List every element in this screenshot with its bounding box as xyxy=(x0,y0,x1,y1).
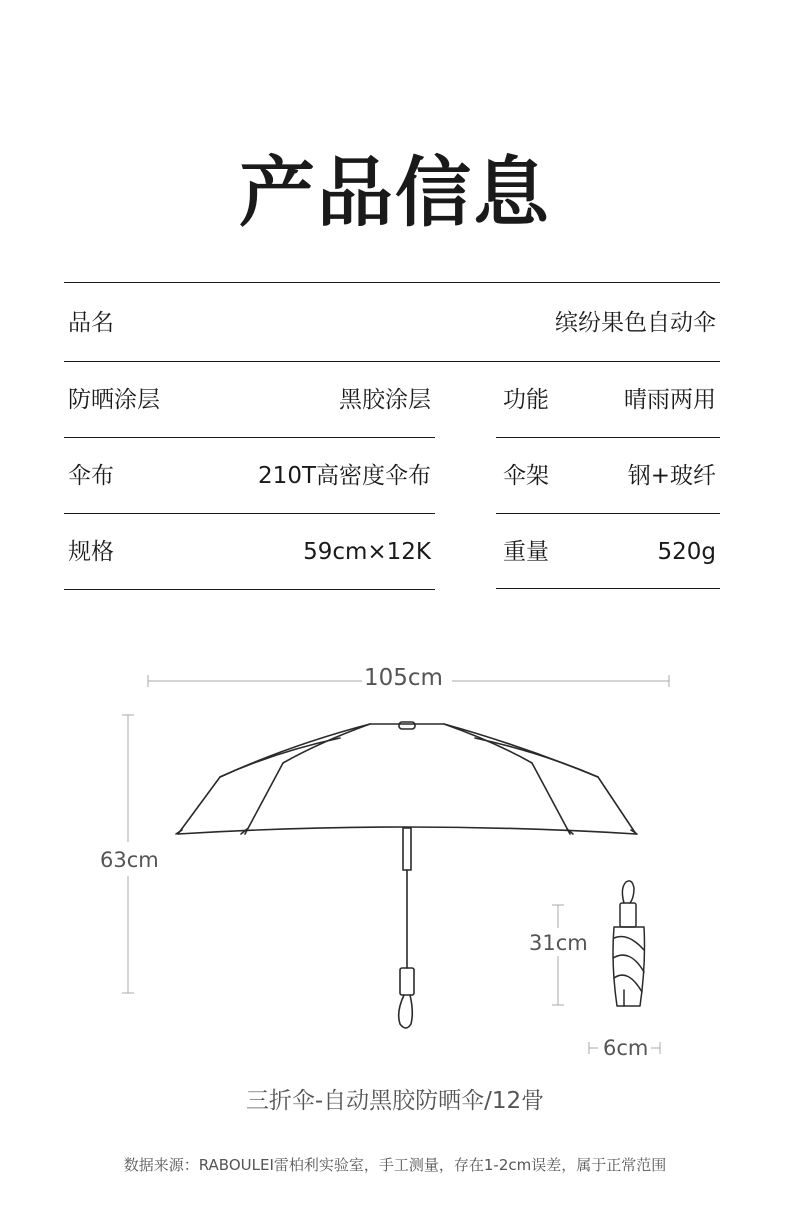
folded-height-label: 31cm xyxy=(529,931,588,955)
page-title: 产品信息 xyxy=(239,148,551,237)
folded-umbrella xyxy=(613,881,645,1006)
fabric-label: 伞布 xyxy=(68,463,114,489)
umbrella-top-cap xyxy=(399,722,415,729)
folded-strap xyxy=(622,881,634,903)
folded-width-label: 6cm xyxy=(603,1036,649,1060)
folded-handle xyxy=(620,903,636,927)
open-height-label: 63cm xyxy=(100,848,159,872)
umbrella-handle xyxy=(400,968,414,995)
umbrella-strap xyxy=(399,995,413,1028)
umbrella-shaft-upper xyxy=(403,828,411,870)
canopy-outline xyxy=(178,724,636,834)
function-value: 晴雨两用 xyxy=(624,387,716,413)
coating-label: 防晒涂层 xyxy=(68,387,160,413)
product-caption: 三折伞-自动黑胶防晒伞/12骨 xyxy=(245,1088,545,1114)
frame-label: 伞架 xyxy=(503,463,549,489)
coating-value: 黑胶涂层 xyxy=(339,387,431,413)
frame-value: 钢+玻纤 xyxy=(627,463,716,489)
folded-fold-line-1 xyxy=(614,937,644,951)
canopy-rib-left xyxy=(245,724,370,834)
spec-label: 规格 xyxy=(68,539,114,565)
open-width-label: 105cm xyxy=(364,665,443,691)
folded-fold-line-3 xyxy=(614,975,642,992)
fabric-value: 210T高密度伞布 xyxy=(258,463,431,489)
product-name-label: 品名 xyxy=(68,310,114,336)
spec-value: 59cm×12K xyxy=(303,539,431,565)
open-umbrella xyxy=(176,722,637,1028)
canopy-rib-right xyxy=(444,724,570,834)
dimension-lines xyxy=(122,675,669,1054)
folded-fold-line-2 xyxy=(613,955,644,972)
function-label: 功能 xyxy=(503,387,549,413)
weight-label: 重量 xyxy=(503,539,549,565)
data-source-note: 数据来源：RABOULEI雷柏利实验室，手工测量，存在1-2cm误差，属于正常范围 xyxy=(123,1156,667,1174)
product-name-value: 缤纷果色自动伞 xyxy=(555,310,716,336)
weight-value: 520g xyxy=(657,539,716,565)
